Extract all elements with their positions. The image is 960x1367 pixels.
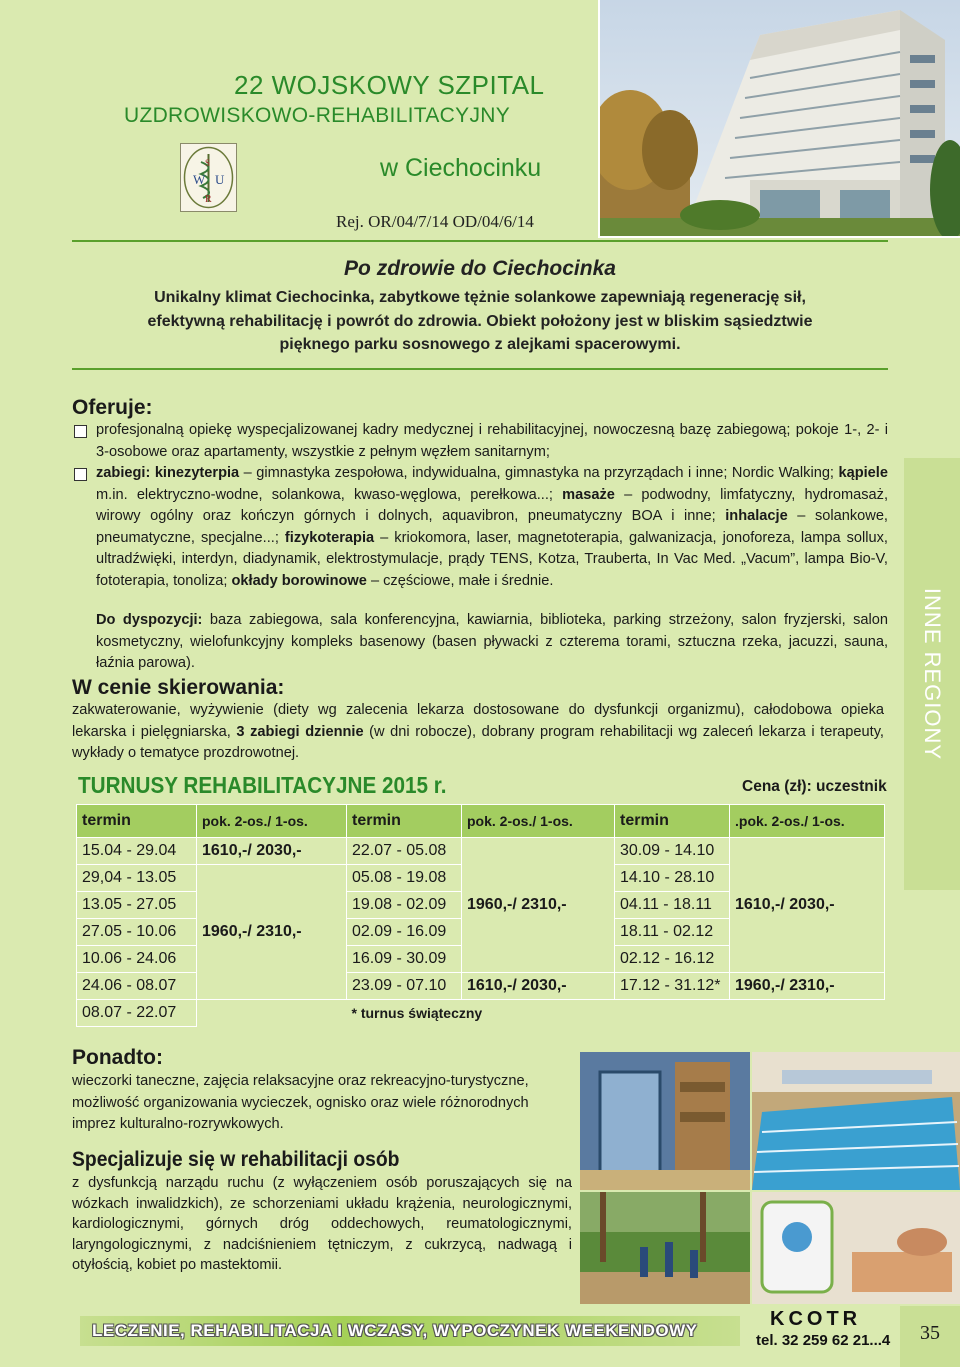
- title-line-1: 22 WOJSKOWY SZPITAL: [234, 70, 545, 100]
- date-cell: 24.06 - 08.07: [77, 973, 197, 1000]
- kw-oklady: okłady borowinowe: [231, 572, 367, 589]
- nordic-walking-photo: [580, 1192, 750, 1304]
- side-tab-inne-regiony: [904, 458, 960, 890]
- side-tab-label: INNE REGIONY: [920, 587, 945, 761]
- header-termin-1: termin: [77, 805, 197, 838]
- svg-text:W: W: [193, 172, 206, 187]
- physiotherapy-photo: [752, 1192, 960, 1304]
- date-cell: 23.09 - 07.10: [347, 973, 462, 1000]
- ponadto-text: wieczorki taneczne, zajęcia relaksacyjne oraz rekreacyjno-turystyczne, możliwość organizowania wycieczek, ognisko oraz wiele różnorodnych imprez kulturalno-rozrywkowych.: [72, 1073, 529, 1132]
- txt-oklady: – częściowe, małe i średnie.: [366, 572, 554, 589]
- hospital-logo: [180, 143, 237, 212]
- w-cenie-heading: W cenie skierowania:: [72, 676, 285, 699]
- date-cell: 27.05 - 10.06: [77, 919, 197, 946]
- phone-number: tel. 32 259 62 21...4: [756, 1332, 891, 1349]
- date-cell: 18.11 - 02.12: [615, 919, 730, 946]
- specjalizuje-heading: Specjalizuje się w rehabilitacji osób: [72, 1148, 400, 1171]
- holiday-note: * turnus świąteczny: [351, 1005, 483, 1022]
- txt-kinezyterapia: – gimnastyka zespołowa, indywidualna, gimnastyka na przyrządach i inne; Nordic Walking;: [239, 465, 839, 481]
- price-cell: 1610,-/ 2030,-: [197, 838, 347, 865]
- date-cell: 04.11 - 18.11: [615, 892, 730, 919]
- w-cenie-bold: 3 zabiegi dziennie: [236, 723, 364, 740]
- sauna-photo: [580, 1052, 750, 1190]
- txt-masaze: – podwodny, limfatyczny, hydromasaż, wirowy ogólny oraz kończyn górnych i dolnych, aquavibron, pneumatyczny BOA i inne;: [96, 486, 888, 524]
- header-termin-2: termin: [347, 805, 462, 838]
- header-pok-2: pok. 2-os./ 1-os.: [462, 805, 615, 838]
- header-termin-3: termin: [615, 805, 730, 838]
- w-cenie-text-1: zakwaterowanie, wyżywienie (diety wg zalecenia lekarza dostosowane do dysfunkcji organizmu), całodobowa opieka lekarska i pielęgniarska,: [72, 702, 884, 740]
- turnusy-table: [76, 804, 885, 1027]
- intro-heading: Po zdrowie do Ciechocinka: [344, 257, 616, 280]
- svg-text:U: U: [215, 172, 225, 187]
- oferuje-list: [72, 420, 888, 592]
- footer-banner-text: LECZENIE, REHABILITACJA I WCZASY, WYPOCZYNEK WEEKENDOWY: [92, 1321, 698, 1340]
- kw-inhalacje: inhalacje: [725, 508, 788, 524]
- kw-fizykoterapia: fizykoterapia: [284, 529, 375, 546]
- date-cell: 16.09 - 30.09: [347, 946, 462, 973]
- price-label: Cena (zł): uczestnik: [742, 778, 887, 795]
- dysp-text: baza zabiegowa, sala konferencyjna, kawiarnia, biblioteka, parking strzeżony, salon fryzjerski, salon kosmetyczny, wielofunkcyjny kompleks basenowy (basen pływacki z czterema torami, sztuczna rzeka, jacuzzi, sauna, łaźnia parowa).: [96, 612, 888, 671]
- oferuje-heading: Oferuje:: [72, 396, 153, 419]
- price-cell: 1960,-/ 2310,-: [197, 865, 347, 1000]
- dysp-label: Do dyspozycji:: [96, 612, 203, 628]
- registration-number: Rej. OR/04/7/14 OD/04/6/14: [336, 212, 534, 231]
- date-cell: 30.09 - 14.10: [615, 838, 730, 865]
- hospital-building-photo: [598, 0, 960, 238]
- date-cell: 13.05 - 27.05: [77, 892, 197, 919]
- oferuje-item-care-text: profesjonalną opiekę wyspecjalizowanej kadry medycznej i rehabilitacyjnej, nowoczesną bazę zabiegową; pokoje 1-, 2- i 3-osobowe oraz apartamenty, wszystkie z pełnym węzłem sanitarnym;: [96, 422, 888, 460]
- date-cell: 14.10 - 28.10: [615, 865, 730, 892]
- price-cell: 1960,-/ 2310,-: [730, 973, 885, 1000]
- turnusy-heading: TURNUSY REHABILITACYJNE 2015 r.: [78, 772, 447, 798]
- header-pok-3: .pok. 2-os./ 1-os.: [730, 805, 885, 838]
- brand-name: KCOTR: [770, 1308, 862, 1330]
- date-cell: 17.12 - 31.12*: [615, 973, 730, 1000]
- specjalizuje-text: z dysfunkcją narządu ruchu (z wyłączeniem osób poruszających się na wózkach inwalidzkich), ze schorzeniami układu krążenia, neurologicznymi, kardiologicznymi, górnych dróg oddechowych, reumatologicznymi, laryngologicznymi, z nadciśnieniem tętniczym, z cukrzycą, nadwagą i otyłością, kobiet po mastektomii.: [72, 1175, 572, 1273]
- ponadto-heading: Ponadto:: [72, 1046, 163, 1069]
- table-header-row: [77, 805, 885, 838]
- date-cell: 02.12 - 16.12: [615, 946, 730, 973]
- date-cell: 29,04 - 13.05: [77, 865, 197, 892]
- price-cell: 1960,-/ 2310,-: [462, 838, 615, 973]
- txt-kapiele: m.in. elektryczno-wodne, solankowa, kwaso-węglowa, perełkowa...;: [96, 486, 563, 503]
- w-cenie-text-2: (w dni robocze), dobrany program rehabilitacji wg zaleceń lekarza i terapeuty, wykłady o tematyce prozdrowotnej.: [72, 723, 884, 761]
- txt-inhalacje: – solankowe, pneumatyczne, specjalne...;: [96, 508, 888, 546]
- header-pok-1: pok. 2-os./ 1-os.: [197, 805, 347, 838]
- kw-masaze: masaże: [562, 486, 615, 503]
- page-number-box: [900, 1306, 960, 1367]
- oferuje-item-treatments: [72, 463, 888, 592]
- divider-top: [72, 240, 888, 242]
- price-cell: 1610,-/ 2030,-: [462, 973, 615, 1000]
- w-cenie-text: [72, 700, 884, 765]
- date-cell: 19.08 - 02.09: [347, 892, 462, 919]
- do-dyspozycji: [96, 610, 888, 675]
- date-cell: 05.08 - 19.08: [347, 865, 462, 892]
- date-cell: 22.07 - 05.08: [347, 838, 462, 865]
- date-cell: 10.06 - 24.06: [77, 946, 197, 973]
- svg-text:S: S: [205, 158, 211, 168]
- svg-text:R: R: [205, 194, 212, 205]
- table-row: [77, 1000, 885, 1027]
- date-cell: 02.09 - 16.09: [347, 919, 462, 946]
- divider-intro: [72, 368, 888, 370]
- price-cell: 1610,-/ 2030,-: [730, 838, 885, 973]
- page-number: 35: [920, 1322, 940, 1344]
- pool-photo: [752, 1052, 960, 1190]
- txt-fizykoterapia: – kriokomora, laser, magnetoterapia, galwanizacja, jonoforeza, lampa sollux, ultradźwięki, interdyn, diadynamik, elektrostymulacje, prądy TENS, Kotza, Trauberta, In Vac Med. „Vacum”, lampa Bio-V, fototerapia, tonoliza;: [96, 529, 888, 589]
- title-line-2: UZDROWISKOWO-REHABILITACYJNY: [124, 104, 511, 127]
- oferuje-item-care: [72, 420, 888, 463]
- title-city: w Ciechocinku: [380, 154, 542, 182]
- footer-banner: [80, 1316, 740, 1346]
- kw-kapiele: kąpiele: [838, 465, 888, 481]
- table-row: [77, 838, 885, 865]
- kw-zabiegi: zabiegi: kinezyterpia: [96, 465, 240, 481]
- date-cell: 08.07 - 22.07: [77, 1000, 197, 1027]
- intro-text: Unikalny klimat Ciechocinka, zabytkowe tężnie solankowe zapewniają regenerację sił, efektywną rehabilitację i powrót do zdrowia. Obiekt położony jest w bliskim sąsiedztwie pięknego parku sosnowego z alejkami spacerowymi.: [147, 289, 813, 353]
- date-cell: 15.04 - 29.04: [77, 838, 197, 865]
